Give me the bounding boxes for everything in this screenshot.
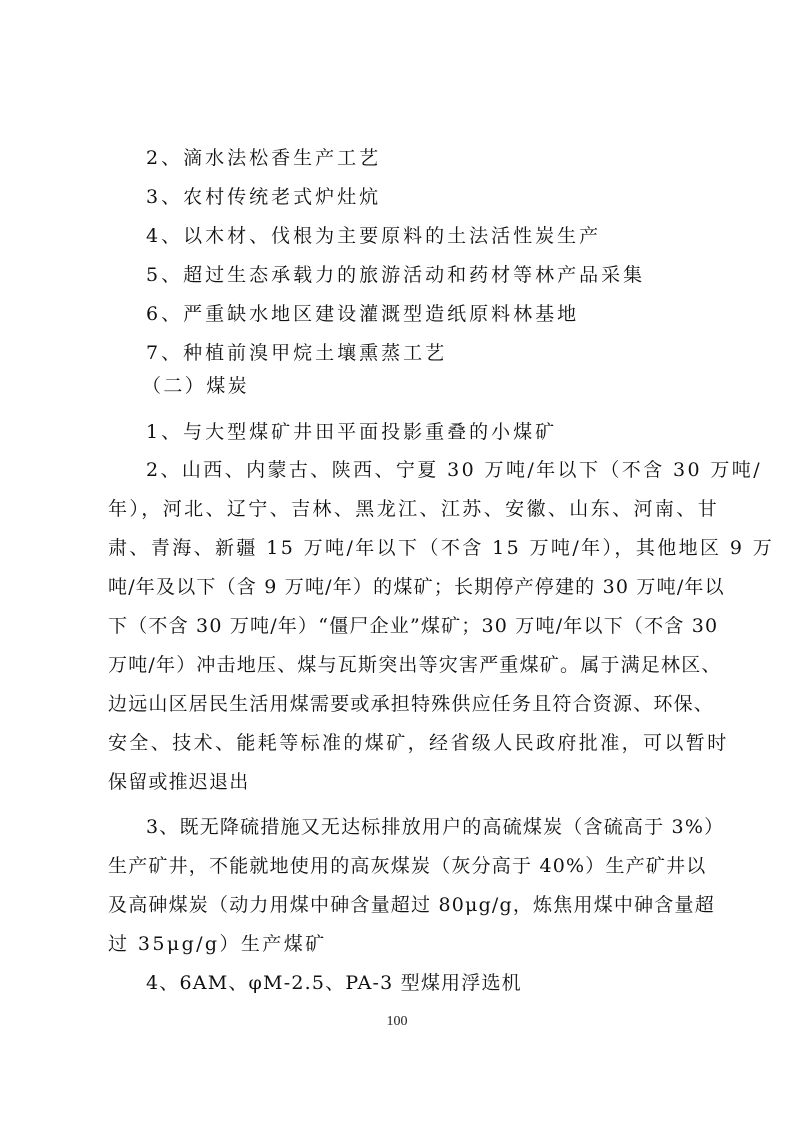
coal-item-2-line-5: 下（不含 30 万吨/年）“僵尸企业”煤矿；30 万吨/年以下（不含 30	[108, 615, 719, 637]
list-item-7: 7、种植前溴甲烷土壤熏蒸工艺	[146, 342, 448, 364]
coal-item-1: 1、与大型煤矿井田平面投影重叠的小煤矿	[146, 421, 558, 443]
coal-item-2-line-8: 安全、技术、能耗等标准的煤矿，经省级人民政府批准，可以暂时	[108, 732, 729, 754]
page-number: 100	[386, 1014, 408, 1029]
coal-item-2-line-9: 保留或推迟退出	[108, 771, 250, 793]
list-item-2: 2、滴水法松香生产工艺	[146, 147, 382, 169]
list-item-3: 3、农村传统老式炉灶炕	[146, 186, 382, 208]
coal-item-2-line-2: 年），河北、辽宁、吉林、黑龙江、江苏、安徽、山东、河南、甘	[108, 498, 720, 520]
list-item-5: 5、超过生态承载力的旅游活动和药材等林产品采集	[146, 264, 646, 286]
section-heading-coal: （二）煤炭	[142, 375, 250, 397]
coal-item-2-line-3: 肃、青海、新疆 15 万吨/年以下（不含 15 万吨/年），其他地区 9 万	[108, 537, 775, 559]
coal-item-3-line-3: 及高砷煤炭（动力用煤中砷含量超过 80μg/g，炼焦用煤中砷含量超	[108, 894, 715, 916]
coal-item-2-line-6: 万吨/年）冲击地压、煤与瓦斯突出等灾害严重煤矿。属于满足林区、	[108, 654, 722, 676]
coal-item-3-line-2: 生产矿井，不能就地使用的高灰煤炭（灰分高于 40%）生产矿井以	[108, 855, 707, 877]
coal-item-2-line-4: 吨/年及以下（含 9 万吨/年）的煤矿；长期停产停建的 30 万吨/年以	[108, 576, 725, 598]
list-item-4: 4、以木材、伐根为主要原料的土法活性炭生产	[146, 225, 602, 247]
list-item-6: 6、严重缺水地区建设灌溉型造纸原料林基地	[146, 303, 580, 325]
coal-item-2-line-7: 边远山区居民生活用煤需要或承担特殊供应任务且符合资源、环保、	[108, 693, 715, 715]
coal-item-4: 4、6AM、φM-2.5、PA-3 型煤用浮选机	[146, 972, 522, 994]
coal-item-3-line-4: 过 35μg/g）生产煤矿	[108, 933, 327, 955]
coal-item-2-line-1: 2、山西、内蒙古、陕西、宁夏 30 万吨/年以下（不含 30 万吨/	[146, 459, 763, 481]
coal-item-3-line-1: 3、既无降硫措施又无达标排放用户的高硫煤炭（含硫高于 3%）	[146, 816, 725, 838]
